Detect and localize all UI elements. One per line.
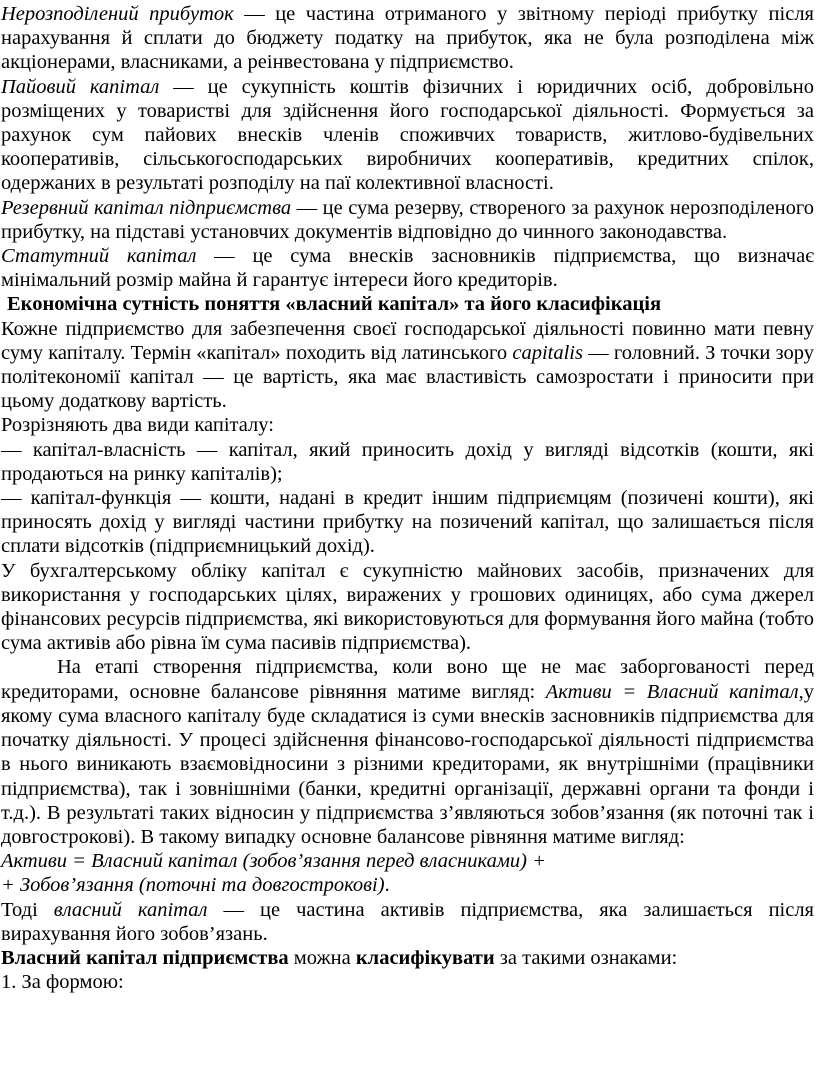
term-share-capital: Пайовий капітал xyxy=(1,75,160,98)
definition-share-capital: — це сукупність коштів фізичних і юридичних осіб, добровільно розміщених у товаристві для здійснення його господарської діяльності. Формується за рахунок сум пайових внесків членів споживчих товариств, житлово-будівельних кооперативів, сільськогосподарських виробничих кооперативів, кредитних спілок, одержаних в результаті розподілу на паї колективної власності. xyxy=(1,75,814,195)
term-authorized-capital: Статутний капітал xyxy=(1,245,197,268)
term-retained-earnings: Нерозподілений прибуток xyxy=(1,3,234,25)
definition-authorized-capital: — це сума внесків засновників підприємства, що визначає мінімальний розмір майна й гарантує інтереси його кредиторів. xyxy=(1,245,814,292)
balance-text-a: На етапі створення підприємства, коли воно ще не має заборгованості перед кредиторами, основне балансове рівняння матиме вигляд: xyxy=(1,656,814,703)
list-heading-by-form: 1. За формою: xyxy=(1,971,124,994)
term-reserve-capital: Резервний капітал підприємства xyxy=(1,196,292,219)
classification-bold-a: Власний капітал підприємства xyxy=(1,946,289,969)
capital-term-text-a: Кожне підприємство для забезпечення своєї господарської діяльності повинно мати певну суму капіталу. Термін «капітал» походить від латинського xyxy=(1,317,814,364)
paragraph-reserve-capital xyxy=(1,196,814,244)
classification-bold-b: класифікувати xyxy=(355,946,495,969)
classification-text-b: за такими ознаками: xyxy=(494,946,678,969)
balance-text-b: ,у якому сума власного капіталу буде складатися із суми внесків засновників підприємства для початку діяльності. У процесі здійснення фінансово-господарської діяльності підприємства в нього виникають взаємовідносини з різними кредиторами, як внутрішніми (працівники підприємства), так і зовнішніми (банки, кредитні організації, державні органи та фонди і т.д.). В результаті таких відносин у підприємства з’являються зобов’язання (як поточні так і довгострокові). В такому випадку основне балансове рівняння матиме вигляд: xyxy=(1,680,814,848)
paragraph-authorized-capital xyxy=(1,244,814,292)
paragraph-balance-equation xyxy=(1,655,814,849)
list-item-capital-property: — капітал-власність — капітал, який приносить дохід у вигляді відсотків (кошти, які продаються на ринку капіталів); xyxy=(1,438,814,485)
paragraph-capital-term xyxy=(1,317,814,414)
equation-line-2-tail: . xyxy=(384,874,390,897)
section-heading: Економічна сутність поняття «власний капітал» та його класифікація xyxy=(7,293,662,316)
equity-term: власний капітал xyxy=(53,898,208,921)
equation-line-2 xyxy=(1,873,814,897)
paragraph-share-capital xyxy=(1,75,814,196)
list-item-capital-function: — капітал-функція — кошти, надані в кредит іншим підприємцям (позичені кошти), які приносять дохід у вигляді частини прибутку на позичений капітал, що залишається після сплати відсотків (підприємницький дохід). xyxy=(1,487,814,558)
paragraph-equity-definition xyxy=(1,898,814,946)
equity-text-b: — це частина активів підприємства, яка залишається після вирахування його зобов’язань. xyxy=(1,898,814,945)
balance-equation-simple: Активи = Власний капітал xyxy=(545,680,799,703)
paragraph-accounting-capital: У бухгалтерському обліку капітал є сукупністю майнових засобів, призначених для використання у господарських цілях, виражених у грошових одиницях, або сума джерел фінансових ресурсів підприємства, які використовуються для формування його майна (тобто сума активів або рівна їм сума пасивів підприємства). xyxy=(1,559,814,655)
paragraph-retained-earnings xyxy=(1,2,814,75)
paragraph-classification xyxy=(1,946,814,970)
capital-term-text-b: — головний. З точки зору політекономії капітал — це вартість, яка має властивість самозростати і приносити при цьому додаткову вартість. xyxy=(1,341,814,413)
equity-text-a: Тоді xyxy=(1,898,54,921)
definition-retained-earnings: — це частина отриманого у звітному періоді прибутку після нарахування й сплати до бюджету податку на прибуток, яка не була розподілена між акціонерами, власниками, а реінвестована у підприємство. xyxy=(1,3,814,74)
paragraph-two-types: Розрізняють два види капіталу: xyxy=(1,414,274,437)
latin-word: capitalis xyxy=(512,341,583,364)
equation-line-2-text: + Зобов’язання (поточні та довгострокові) xyxy=(1,874,385,897)
equation-line-1-text: Активи = Власний капітал (зобов’язання перед власниками) + xyxy=(1,850,546,873)
classification-text-a: можна xyxy=(288,946,356,969)
definition-reserve-capital: — це сума резерву, створеного за рахунок нерозподіленого прибутку, на підставі установчих документів відповідно до чинного законодавства. xyxy=(1,196,814,243)
equation-line-1 xyxy=(1,849,814,873)
